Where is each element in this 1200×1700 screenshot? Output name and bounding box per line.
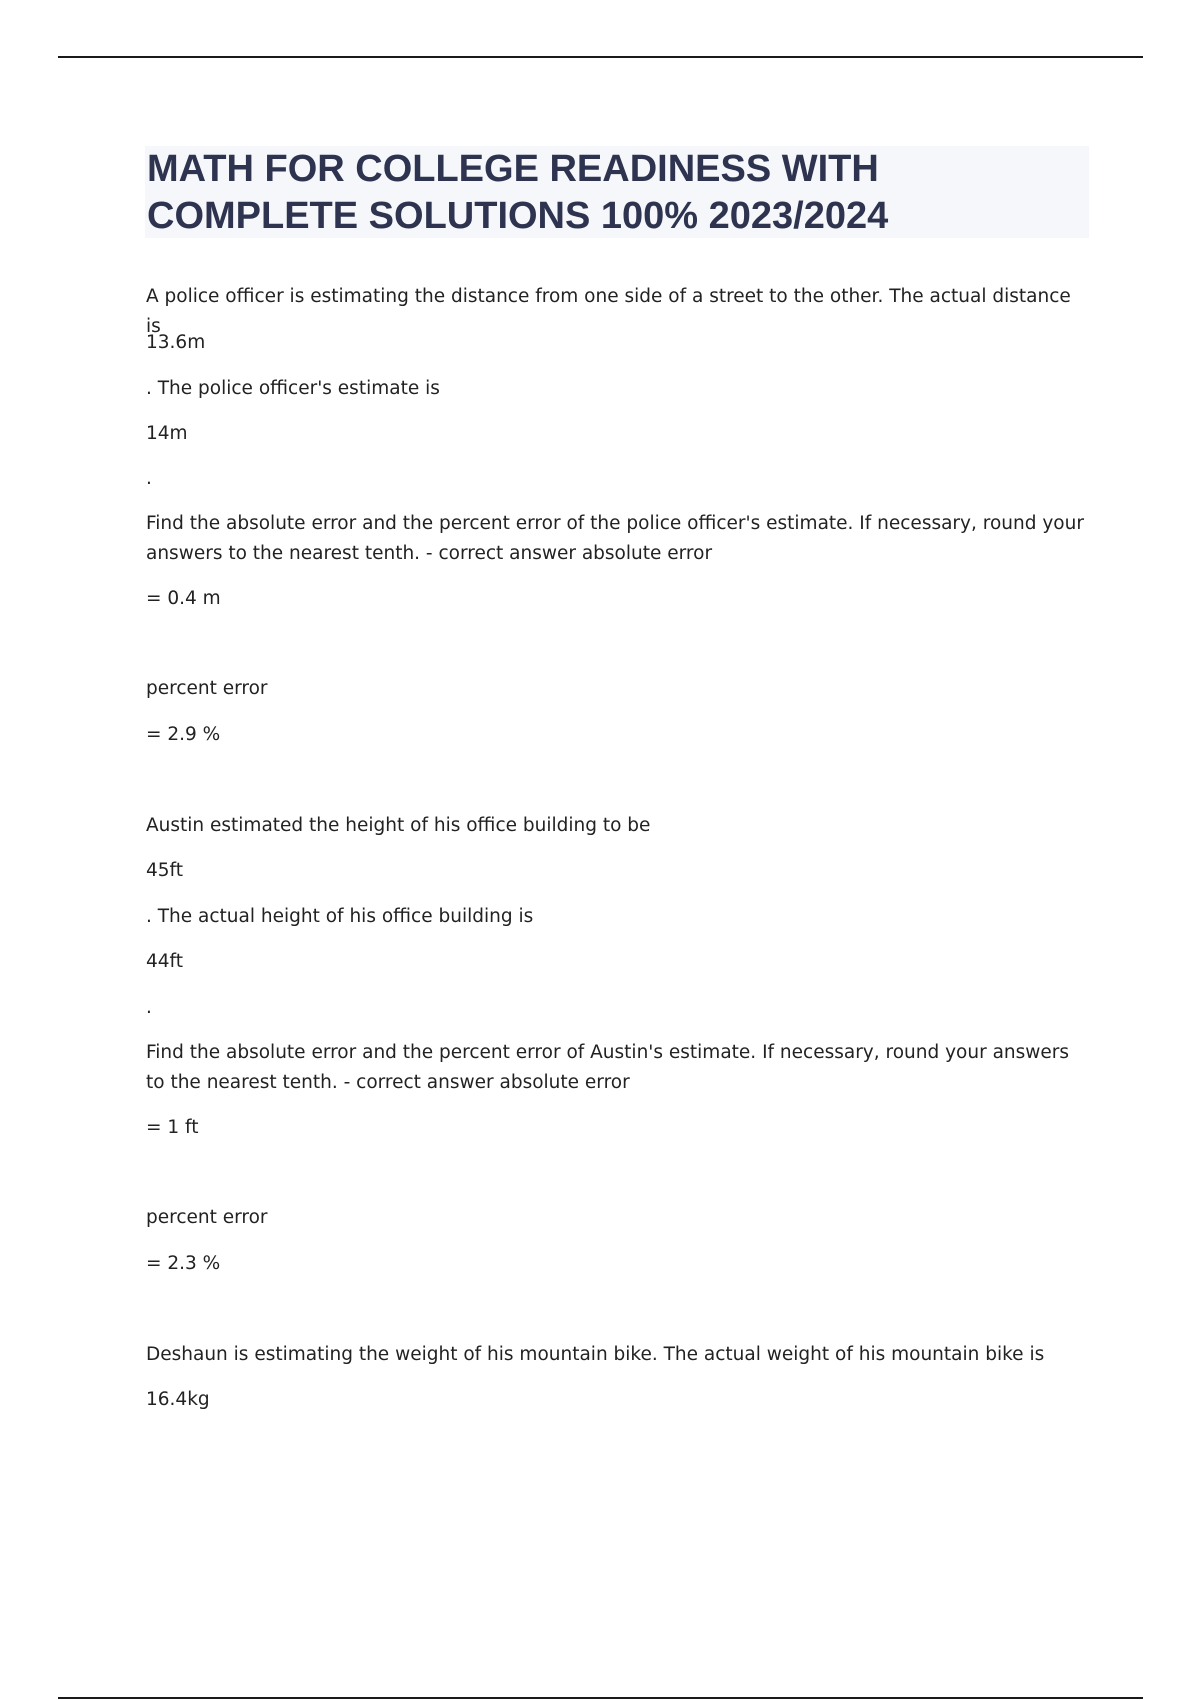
- question-1-percent-error-label: percent error: [146, 678, 268, 699]
- question-1-percent-error: = 2.9 %: [146, 724, 221, 745]
- question-2-period: .: [146, 997, 152, 1018]
- question-1-actual-value: 13.6m: [146, 332, 206, 353]
- header-rule: [58, 56, 1143, 58]
- question-3-text: Deshaun is estimating the weight of his mountain bike. The actual weight of his mountain bike is: [146, 1344, 1045, 1365]
- question-2-percent-error-label: percent error: [146, 1207, 268, 1228]
- title-line-2: COMPLETE SOLUTIONS 100% 2023/2024: [147, 195, 889, 237]
- question-2-estimate-value: 45ft: [146, 860, 183, 881]
- question-1-period: .: [146, 468, 152, 489]
- question-2-prompt: Find the absolute error and the percent error of Austin's estimate. If necessary, round your answers to the nearest tenth. - correct answer absolute error: [146, 1042, 1070, 1093]
- question-3-actual-value: 16.4kg: [146, 1389, 210, 1410]
- question-2-percent-error: = 2.3 %: [146, 1253, 221, 1274]
- question-1-prompt: Find the absolute error and the percent error of the police officer's estimate. If necessary, round your answers to the nearest tenth. - correct answer absolute error: [146, 513, 1084, 564]
- question-2-actual-value: 44ft: [146, 951, 183, 972]
- document-title: [147, 146, 1087, 240]
- title-line-1: MATH FOR COLLEGE READINESS WITH: [147, 148, 879, 190]
- question-2-absolute-error: = 1 ft: [146, 1117, 199, 1138]
- question-1-estimate-value: 14m: [146, 423, 188, 444]
- question-1-absolute-error: = 0.4 m: [146, 588, 221, 609]
- question-2-text-continued: . The actual height of his office building is: [146, 906, 534, 927]
- question-2-text: Austin estimated the height of his office building to be: [146, 815, 651, 836]
- footer-rule: [58, 1697, 1143, 1699]
- question-1-text-continued: . The police officer's estimate is: [146, 378, 440, 399]
- question-1-text: A police officer is estimating the distance from one side of a street to the other. The actual distance is: [146, 286, 1071, 337]
